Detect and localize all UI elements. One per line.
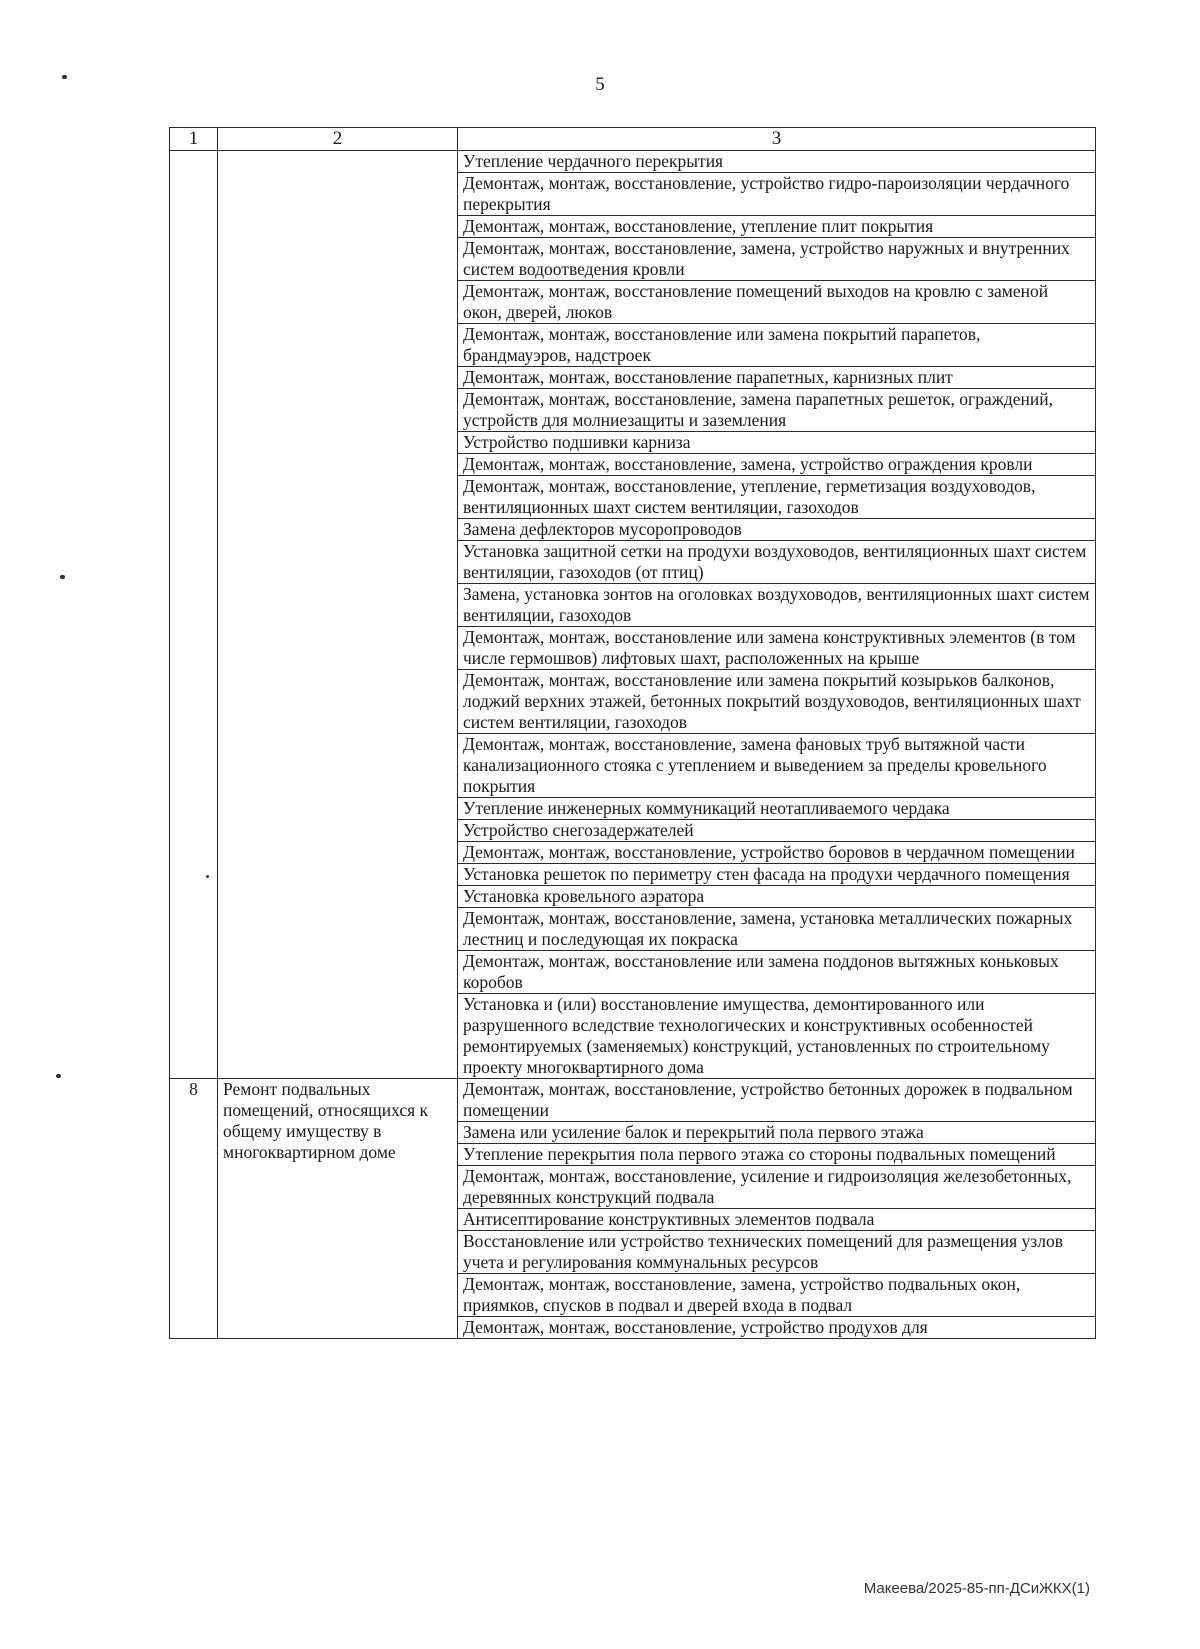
cell-work-item: Установка и (или) восстановление имущества, демонтированного или разрушенного вследствие технологических и конструктивных особенностей ремонтируемых (заменяемых) конструкций, установленных по строительному проекту многоквартирного дома bbox=[458, 994, 1096, 1079]
scan-speck bbox=[56, 1074, 61, 1078]
table-body bbox=[170, 151, 1096, 1339]
cell-work-item: Антисептирование конструктивных элементов подвала bbox=[458, 1209, 1096, 1231]
cell-work-item: Демонтаж, монтаж, восстановление или замена покрытий парапетов, брандмауэров, надстроек bbox=[458, 324, 1096, 367]
cell-work-item: Устройство снегозадержателей bbox=[458, 820, 1096, 842]
cell-work-item: Демонтаж, монтаж, восстановление, замена, устройство ограждения кровли bbox=[458, 454, 1096, 476]
cell-work-item: Демонтаж, монтаж, восстановление, утепление, герметизация воздуховодов, вентиляционных шахт систем вентиляции, газоходов bbox=[458, 476, 1096, 519]
cell-work-item: Замена дефлекторов мусоропроводов bbox=[458, 519, 1096, 541]
cell-work-item: Демонтаж, монтаж, восстановление помещений выходов на кровлю с заменой окон, дверей, люков bbox=[458, 281, 1096, 324]
cell-work-item: Замена или усиление балок и перекрытий пола первого этажа bbox=[458, 1122, 1096, 1144]
cell-work-item: Установка решеток по периметру стен фасада на продухи чердачного помещения bbox=[458, 864, 1096, 886]
cell-work-item: Демонтаж, монтаж, восстановление, замена парапетных решеток, ограждений, устройств для молниезащиты и заземления bbox=[458, 389, 1096, 432]
cell-work-item: Утепление чердачного перекрытия bbox=[458, 151, 1096, 173]
section-title: Ремонт подвальных помещений, относящихся к общему имуществу в многоквартирном доме bbox=[218, 1079, 458, 1339]
table-header bbox=[170, 128, 1096, 151]
cell-work-item: Замена, установка зонтов на оголовках воздуховодов, вентиляционных шахт систем вентиляции, газоходов bbox=[458, 584, 1096, 627]
cell-work-item: Демонтаж, монтаж, восстановление, устройство боровов в чердачном помещении bbox=[458, 842, 1096, 864]
table-row bbox=[170, 151, 1096, 173]
cell-work-item: Восстановление или устройство технических помещений для размещения узлов учета и регулирования коммунальных ресурсов bbox=[458, 1231, 1096, 1274]
cell-work-item: Демонтаж, монтаж, восстановление, утепление плит покрытия bbox=[458, 216, 1096, 238]
cell-work-item: Демонтаж, монтаж, восстановление или замена покрытий козырьков балконов, лоджий верхних этажей, бетонных покрытий воздуховодов, вентиляционных шахт систем вентиляции, газоходов bbox=[458, 670, 1096, 734]
scan-speck bbox=[62, 75, 67, 79]
cell-work-item: Демонтаж, монтаж, восстановление, замена, установка металлических пожарных лестниц и последующая их покраска bbox=[458, 908, 1096, 951]
section-number: 8 bbox=[170, 1079, 218, 1339]
cell-work-item: Демонтаж, монтаж, восстановление, замена, устройство наружных и внутренних систем водоотведения кровли bbox=[458, 238, 1096, 281]
header-col-2: 2 bbox=[218, 128, 458, 151]
cell-work-item: Установка кровельного аэратора bbox=[458, 886, 1096, 908]
cell-work-item: Демонтаж, монтаж, восстановление, замена фановых труб вытяжной части канализационного стояка с утеплением и выведением за пределы кровельного покрытия bbox=[458, 734, 1096, 798]
header-row bbox=[170, 128, 1096, 151]
cell-work-item: Демонтаж, монтаж, восстановление, устройство гидро-пароизоляции чердачного перекрытия bbox=[458, 173, 1096, 216]
table-row bbox=[170, 1079, 1096, 1122]
cell-work-item: Устройство подшивки карниза bbox=[458, 432, 1096, 454]
scan-speck bbox=[60, 575, 65, 579]
cell-work-item: Демонтаж, монтаж, восстановление, устройство бетонных дорожек в подвальном помещении bbox=[458, 1079, 1096, 1122]
cell-title bbox=[218, 151, 458, 1079]
cell-work-item: Демонтаж, монтаж, восстановление, усиление и гидроизоляция железобетонных, деревянных конструкций подвала bbox=[458, 1166, 1096, 1209]
cell-number bbox=[170, 151, 218, 1079]
cell-work-item: Демонтаж, монтаж, восстановление парапетных, карнизных плит bbox=[458, 367, 1096, 389]
page-number: 5 bbox=[595, 74, 605, 95]
works-table bbox=[169, 127, 1096, 1339]
header-col-1: 1 bbox=[170, 128, 218, 151]
cell-work-item: Установка защитной сетки на продухи воздуховодов, вентиляционных шахт систем вентиляции, газоходов (от птиц) bbox=[458, 541, 1096, 584]
cell-work-item: Утепление инженерных коммуникаций неотапливаемого чердака bbox=[458, 798, 1096, 820]
cell-work-item: Демонтаж, монтаж, восстановление или замена конструктивных элементов (в том числе гермошвов) лифтовых шахт, расположенных на крыше bbox=[458, 627, 1096, 670]
cell-work-item: Утепление перекрытия пола первого этажа со стороны подвальных помещений bbox=[458, 1144, 1096, 1166]
cell-work-item: Демонтаж, монтаж, восстановление, замена, устройство подвальных окон, приямков, спусков в подвал и дверей входа в подвал bbox=[458, 1274, 1096, 1317]
document-code: Макеева/2025-85-пп-ДСиЖКХ(1) bbox=[863, 1580, 1090, 1597]
cell-work-item: Демонтаж, монтаж, восстановление, устройство продухов для bbox=[458, 1317, 1096, 1339]
header-col-3: 3 bbox=[458, 128, 1096, 151]
cell-work-item: Демонтаж, монтаж, восстановление или замена поддонов вытяжных коньковых коробов bbox=[458, 951, 1096, 994]
